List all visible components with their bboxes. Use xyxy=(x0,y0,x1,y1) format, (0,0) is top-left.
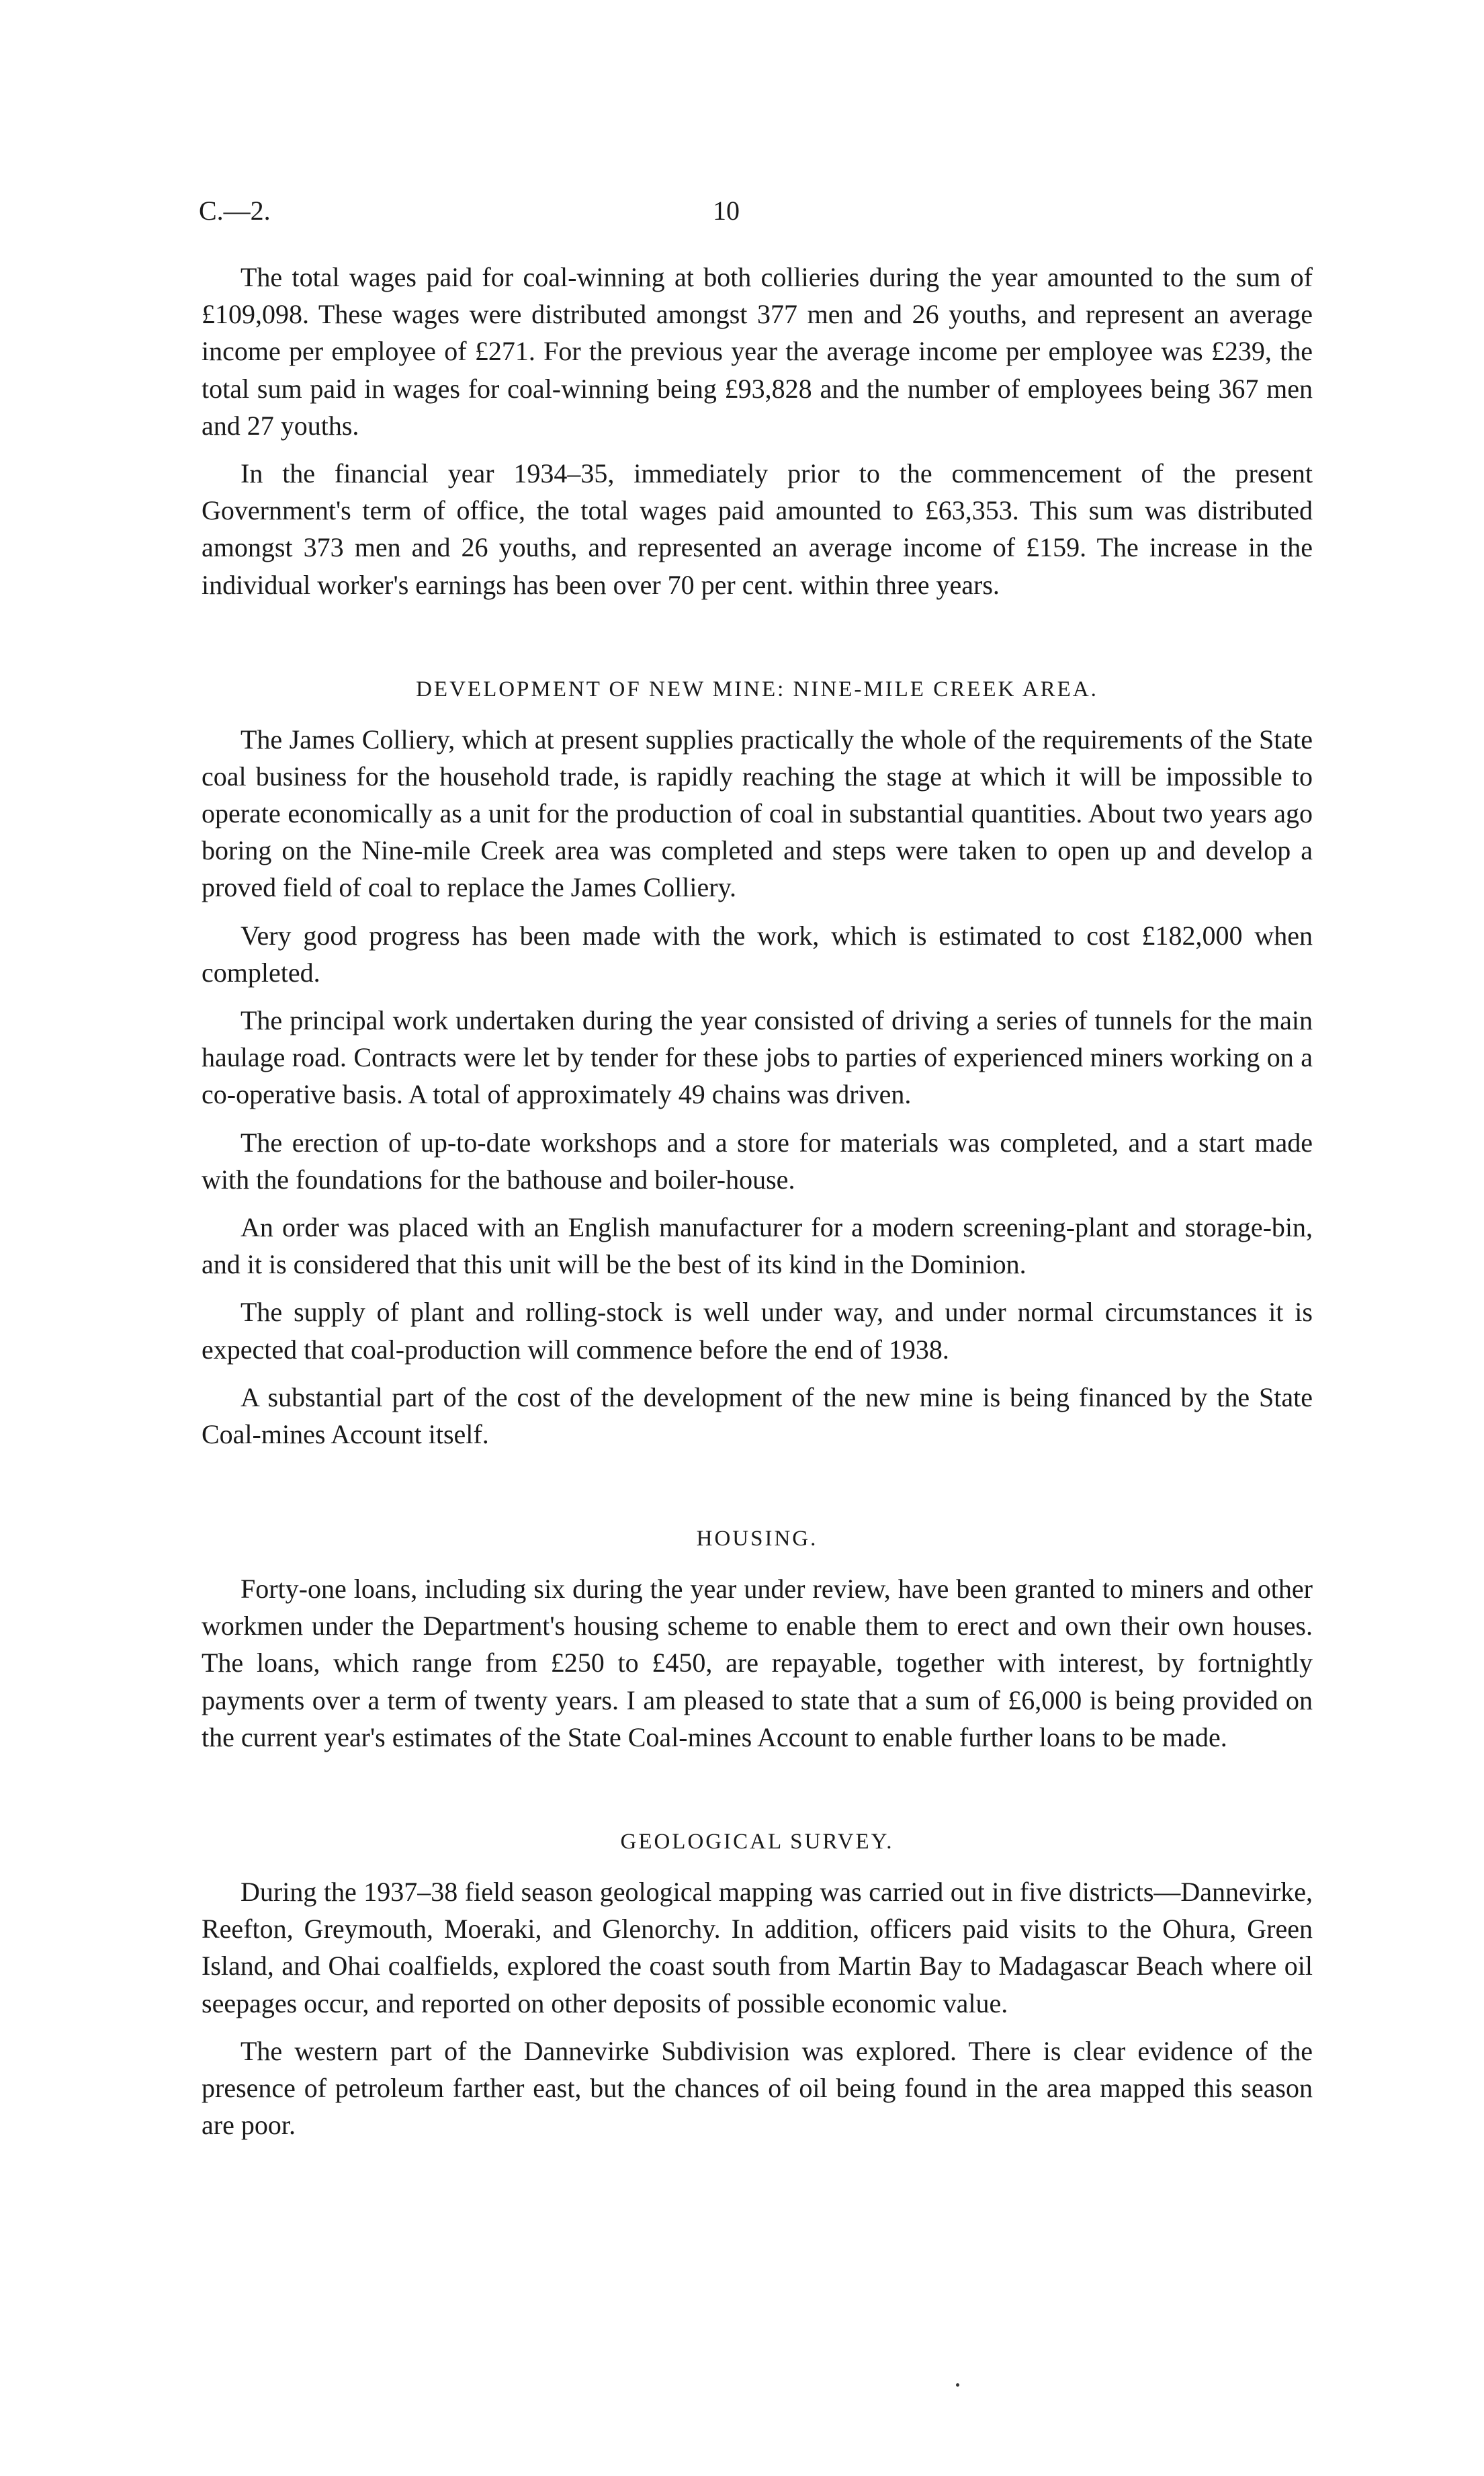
section-heading: HOUSING. xyxy=(696,1527,818,1551)
document-reference: C.—2. xyxy=(199,196,271,226)
section-development xyxy=(202,677,1313,1453)
paragraph: Very good progress has been made with the work, which is estimated to cost £182,000 when completed. xyxy=(202,920,1313,988)
section-heading: DEVELOPMENT OF NEW MINE: NINE-MILE CREEK AREA. xyxy=(416,677,1098,701)
page-number: 10 xyxy=(713,196,740,226)
running-head xyxy=(199,195,1315,228)
section-heading: GEOLOGICAL SURVEY. xyxy=(620,1830,894,1854)
page-content xyxy=(202,259,1313,2154)
section-housing xyxy=(202,1527,1313,1756)
section-geological-survey xyxy=(202,1830,1313,2143)
intro-section xyxy=(202,259,1313,603)
paragraph: Forty-one loans, including six during the year under review, have been granted to miners and other workmen under the Department's housing scheme to enable them to erect and own their own houses. The loans, which range from £250 to £450, are repayable, together with interest, by fortnightly payments over a term of twenty years. I am pleased to state that a sum of £6,000 is being provided on the current year's estimates of the State Coal-mines Account to enable further loans to be made. xyxy=(202,1574,1313,1752)
paragraph: The principal work undertaken during the year consisted of driving a series of tunnels for the main haulage road. Contracts were let by tender for these jobs to parties of experienced miners working on a co-operative basis. A total of approximately 49 chains was driven. xyxy=(202,1005,1313,1110)
paragraph: An order was placed with an English manufacturer for a modern screening-plant and storage-bin, and it is considered that this unit will be the best of its kind in the Dominion. xyxy=(202,1211,1313,1280)
paragraph: The supply of plant and rolling-stock is well under way, and under normal circumstances it is expected that coal-production will commence before the end of 1938. xyxy=(202,1297,1313,1365)
paragraph: The James Colliery, which at present supplies practically the whole of the requirements of the State coal business for the household trade, is rapidly reaching the stage at which it will be impossible to operate economically as a unit for the production of coal in substantial quantities. About two years ago boring on the Nine-mile Creek area was completed and steps were taken to open up and develop a proved field of coal to replace the James Colliery. xyxy=(202,724,1313,903)
paragraph: During the 1937–38 field season geological mapping was carried out in five districts—Dannevirke, Reefton, Greymouth, Moeraki, and Glenorchy. In addition, officers paid visits to the Ohura, Green Island, and Ohai coalfields, explored the coast south from Martin Bay to Madagascar Beach where oil seepages occur, and reported on other deposits of possible economic value. xyxy=(202,1877,1313,2018)
scan-speck xyxy=(956,2383,959,2387)
paragraph: A substantial part of the cost of the development of the new mine is being financed by the State Coal-mines Account itself. xyxy=(202,1381,1313,1449)
paragraph: In the financial year 1934–35, immediately prior to the commencement of the present Government's term of office, the total wages paid amounted to £63,353. This sum was distributed amongst 373 men and 26 youths, and represented an average income of £159. The increase in the individual worker's earnings has been over 70 per cent. within three years. xyxy=(202,458,1313,600)
paragraph: The western part of the Dannevirke Subdivision was explored. There is clear evidence of the presence of petroleum farther east, but the chances of oil being found in the area mapped this season are poor. xyxy=(202,2035,1313,2141)
paragraph: The total wages paid for coal-winning at both collieries during the year amounted to the sum of £109,098. These wages were distributed amongst 377 men and 26 youths, and represent an average income per employee of £271. For the previous year the average income per employee was £239, the total sum paid in wages for coal-winning being £93,828 and the number of employees being 367 men and 27 youths. xyxy=(202,262,1313,441)
paragraph: The erection of up-to-date workshops and a store for materials was completed, and a start made with the foundations for the bathouse and boiler-house. xyxy=(202,1127,1313,1195)
